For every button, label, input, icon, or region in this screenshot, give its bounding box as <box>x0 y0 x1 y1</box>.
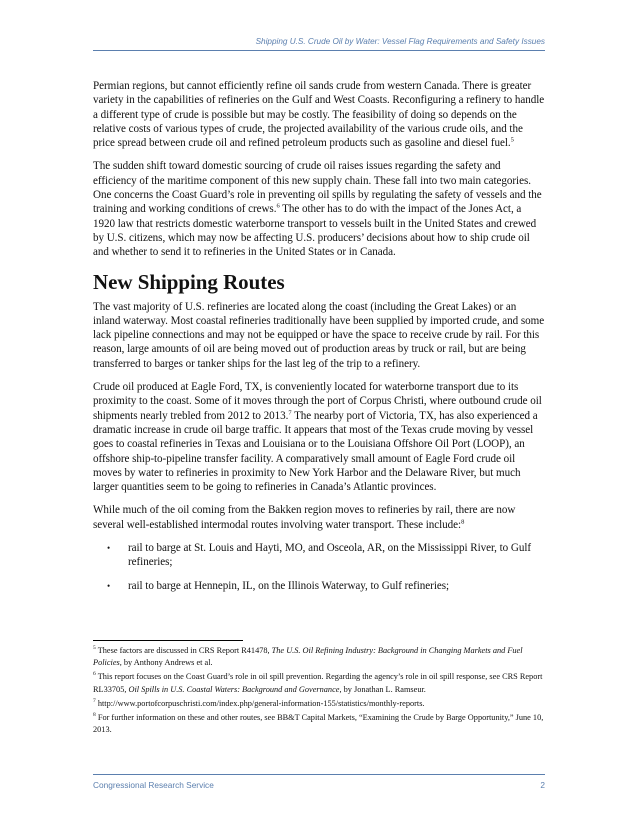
footer-org: Congressional Research Service <box>93 780 214 790</box>
bullet-icon: • <box>107 543 111 554</box>
page-number: 2 <box>540 780 545 790</box>
list-item: • rail to barge at Hennepin, IL, on the Illinois Waterway, to Gulf refineries; <box>107 579 450 592</box>
footnote-ref[interactable]: 5 <box>510 136 514 144</box>
footer-rule <box>93 774 545 775</box>
running-footer <box>93 780 545 790</box>
footnotes <box>93 645 545 738</box>
paragraph-5: While much of the oil coming from the Bakken region moves to refineries by rail, there are now several well-established intermodal routes involving water transport. These include:$^8$ <box>93 504 516 531</box>
list-item: • rail to barge at St. Louis and Hayti, MO, and Osceola, AR, on the Mississippi River, to Gulf refineries; <box>107 542 532 569</box>
footnote: $^7$ http://www.portofcorpuschristi.com/index.php/general-information-155/statistics/monthly-reports. <box>93 698 425 708</box>
footnote-ref[interactable]: 6 <box>276 202 280 210</box>
header-rule <box>93 50 545 51</box>
footnote-ref[interactable]: 8 <box>461 518 465 526</box>
paragraph-2: The sudden shift toward domestic sourcing of crude oil raises issues regarding the safety and efficiency of the maritime component of this new supply chain. These fall into two main categories. One concerns the Coast Guard’s role in preventing oil spills by regulating the safety of vessels and the training and working conditions of crews.$^6$ The other has to do with the impact of the Jones Act, a 1920 law that restricts domestic waterborne transport to vessels built in the United States and crewed by U.S. citizens, which may now be affecting U.S. producers’ decisions about how to ship crude oil and whether to send it to refineries in the United States or in Canada. <box>93 160 542 259</box>
running-header: Shipping U.S. Crude Oil by Water: Vessel Flag Requirements and Safety Issues <box>255 37 545 46</box>
footnote: $^6$ This report focuses on the Coast Guard’s role in oil spill prevention. Regarding the agency’s role in oil spill response, see CRS Report RL33705, Oil Spills in U.S. Coastal Waters: Background and Governance, by Jonathan L. Ramseur. <box>93 671 543 694</box>
footnote-ref[interactable]: 7 <box>288 408 292 416</box>
footnote-rule <box>93 640 243 641</box>
route-list <box>93 541 545 593</box>
paragraph-3: The vast majority of U.S. refineries are located along the coast (including the Great Lakes) or an inland waterway. Most coastal refineries traditionally have been supplied by imported crude, and some lack pipeline connections and may not be equipped or have the space to receive crude by rail. For this reason, large amounts of oil are being moved out of production areas by truck or rail, but are being transferred to barges or tanker ships for the last leg of the trip to a refinery. <box>93 300 545 370</box>
bullet-icon: • <box>107 580 111 591</box>
footnote: $^8$ For further information on these and other routes, see BB&T Capital Markets, “Examining the Crude by Barge Opportunity,” June 10, 2013. <box>93 712 544 735</box>
section-heading: New Shipping Routes <box>93 269 285 294</box>
paragraph-1: Permian regions, but cannot efficiently refine oil sands crude from western Canada. There is greater variety in the capabilities of refineries on the Gulf and West Coasts. Reconfiguring a refinery to handle a different type of crude is possible but may be costly. The feasibility of doing so depends on the relative costs of various types of crude, the projected availability of the various crude oils, and the price spread between crude oil and refined petroleum products such as gasoline and diesel fuel.$^5$ <box>93 80 545 150</box>
footnote-link[interactable]: http://www.portofcorpuschristi.com/index.php/general-information-155/statistics/monthly-reports. <box>97 698 425 708</box>
document-body <box>93 79 545 602</box>
paragraph-4: Crude oil produced at Eagle Ford, TX, is conveniently located for waterborne transport due to its proximity to the coast. Some of it moves through the port of Corpus Christi, where outbound crude oil shipments nearly trebled from 2012 to 2013.$^7$ The nearby port of Victoria, TX, has also experienced a dramatic increase in crude oil barge traffic. It appears that most of the Texas crude moving by vessel goes to coastal refineries in Texas and Louisiana or to the Louisiana Offshore Oil Port (LOOP), an offshore ship-to-pipeline transfer facility. A comparatively small amount of Eagle Ford crude oil moves by water to refineries in proximity to New York Harbor and the Delaware River, but much larger quantities seem to be going to refineries in Canada’s Atlantic provinces. <box>93 381 542 494</box>
footnote: $^5$ These factors are discussed in CRS Report R41478, The U.S. Oil Refining Industry: Background in Changing Markets and Fuel Policies, by Anthony Andrews et al. <box>93 645 523 668</box>
